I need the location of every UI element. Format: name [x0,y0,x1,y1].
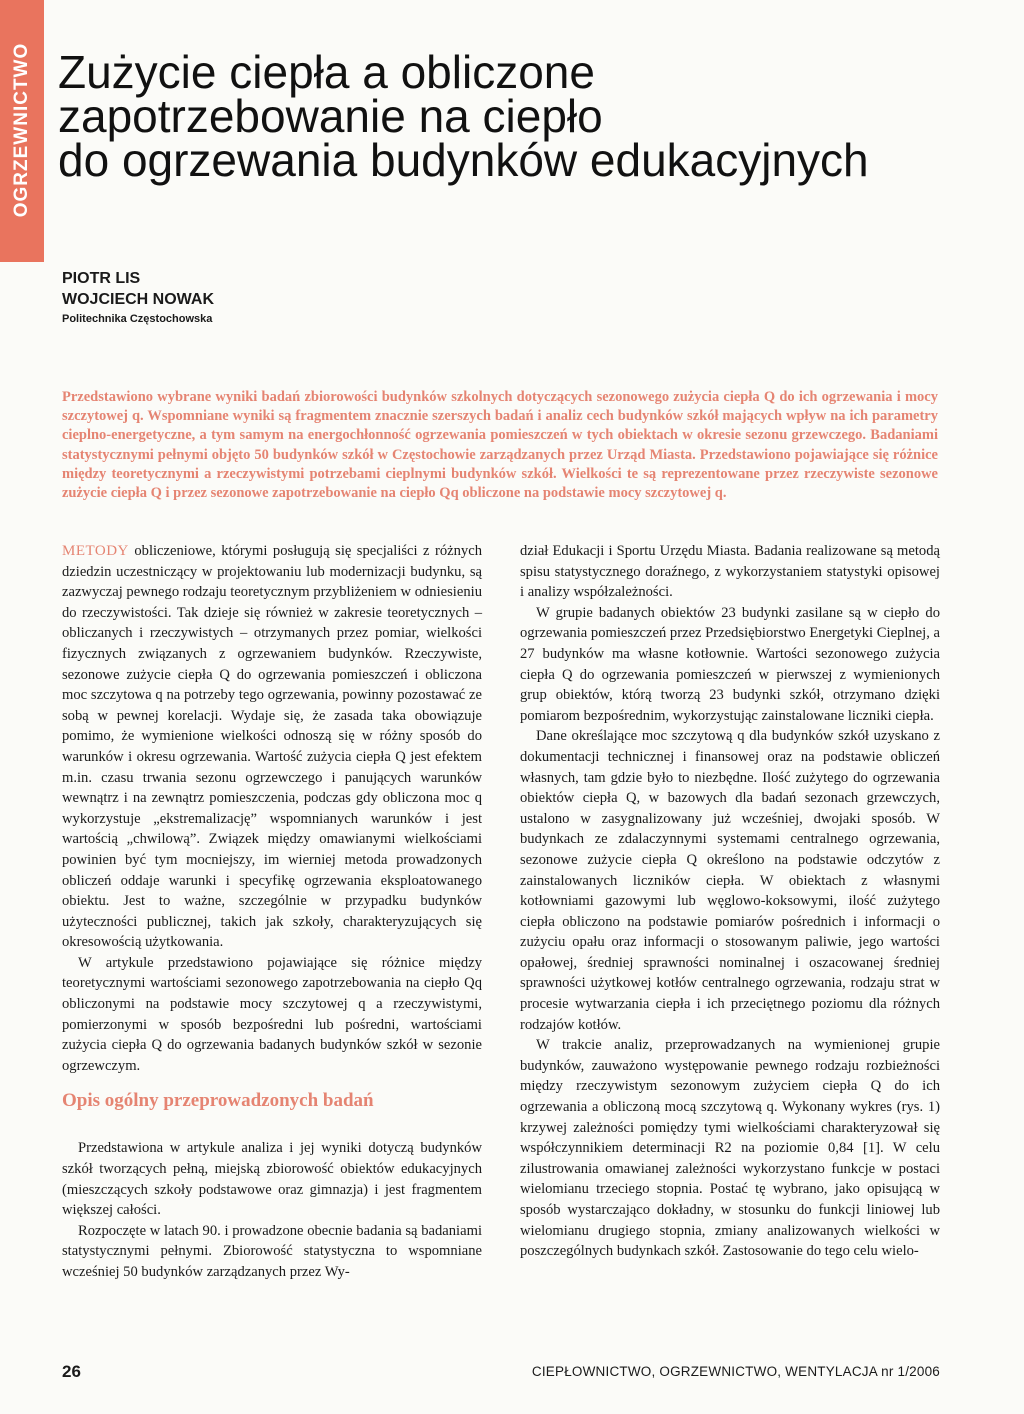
paragraph: W grupie badanych obiektów 23 budynki zasilane są w ciepło do ogrzewania pomieszczeń przez Przedsiębiorstwo Energetyki Cieplnej, a 27 budynków ma własne kotłownie. Wartości sezonowego zużycia ciepła Q do ogrzewania pomieszczeń w pierwszej z wymienionych grup obiektów, którą tworzą 23 budynki szkół, otrzymano dzięki pomiarom bezpośrednim, wykorzystując zainstalowane liczniki ciepła. [520,604,940,724]
paragraph-text: obliczeniowe, którymi posługują się specjaliści z różnych dziedzin uczestniczący w projektowaniu lub modernizacji budynku, są zazwyczaj pewnego rodzaju teoretycznym przybliżeniem w odniesieniu do rzeczywistości. Tak dzieje się również w zakresie teoretycznych – obliczanych i rzeczywistych – otrzymanych przez pomiar, wielkości fizycznych związanych z ogrzewaniem budynków. Rzeczywiste, sezonowe zużycie ciepła Q do ogrzewania pomieszczeń i obliczona moc szczytowa q na potrzeby tego ogrzewania, powinny pozostawać ze sobą w pewnej korelacji. Wydaje się, że zasada taka obowiązuje pomimo, że wymienione wielkości odnoszą się w różny sposób do warunków i okresu ogrzewania. Wartość zużycia ciepła Q jest efektem m.in. czasu trwania sezonu ogrzewczego i panujących warunków wewnątrz i na zewnątrz pomieszczenia, podczas gdy obliczona moc q wykorzystuje „ekstremalizację” wspomnianych warunków i jest wartością „chwilową”. Związek między omawianymi wielkościami powinien być tym mocniejszy, im wierniej metoda prowadzonych obliczeń oddaje warunki i specyfikę ogrzewania eksploatowanego obiektu. Jest to ważne, szczególnie w przypadku budynków użyteczności publicznej, takich jak szkoły, charakteryzujących się okresowością użytkowania. [62,543,482,951]
paragraph: Przedstawiona w artykule analiza i jej wyniki dotyczą budynków szkół tworzących pełną, miejską zbiorowość obiektów edukacyjnych (mieszczących szkoły podstawowe oraz gimnazja) i jest fragmentem większej całości. [62,1140,482,1219]
title-line: do ogrzewania budynków edukacyjnych [58,134,869,186]
paragraph [62,541,482,953]
lead-word: METODY [62,543,129,559]
section-band [0,0,44,262]
title-line: zapotrzebowanie na ciepło [58,90,603,142]
title-line: Zużycie ciepła a obliczone [58,46,595,98]
article-title [58,46,958,186]
right-column [520,541,940,1262]
paragraph: W artykule przedstawiono pojawiające się różnice między teoretycznymi wartościami sezonowego zapotrzebowania na ciepło Qq obliczonymi na podstawie mocy szczytowej q a rzeczywistymi, pomierzonymi w sposób bezpośredni lub pośredni, wartościami zużycia ciepła Q do ogrzewania badanych budynków szkół w sezonie ogrzewczym. [62,954,482,1074]
paragraph: W trakcie analiz, przeprowadzanych na wymienionej grupie budynków, zauważono występowanie pewnego rodzaju rozbieżności między rzeczywistym sezonowym zużyciem ciepła Q do ich ogrzewania a obliczoną mocą szczytową q. Wykonany wykres (rys. 1) krzywej zależności pomiędzy tymi wielkościami charakteryzował się współczynnikiem determinacji R2 na poziomie 0,84 [1]. W celu zilustrowania omawianej zależności wykorzystano funkcje w postaci wielomianu trzeciego stopnia. Postać tę wybrano, jako opisującą w sposób wystarczająco dokładny, w stosunku do funkcji liniowej lub wielomianu drugiego stopnia, zmiany analizowanych wielkości w poszczególnych budynkach szkół. Zastosowanie do tego celu wielo- [520,1037,940,1260]
abstract: Przedstawiono wybrane wyniki badań zbiorowości budynków szkolnych dotyczących sezonowego zużycia ciepła Q do ich ogrzewania i mocy szczytowej q. Wspomniane wyniki są fragmentem znacznie szerszych badań i analiz cech budynków szkół mających wpływ na ich parametry cieplno-energetyczne, a tym samym na energochłonność ogrzewania pomieszczeń w tych obiektach w okresie sezonu grzewczego. Badaniami statystycznymi pełnymi objęto 50 budynków szkół w Częstochowie zarządzanych przez Urząd Miasta. Przedstawiono pojawiające się różnice między teoretycznymi a rzeczywistymi potrzebami cieplnymi budynków szkół. Wielkości te są reprezentowane przez rzeczywiste sezonowe zużycie ciepła Q i przez sezonowe zapotrzebowanie na ciepło Qq obliczone na podstawie mocy szczytowej q. [62,389,938,502]
journal-footer: CIEPŁOWNICTWO, OGRZEWNICTWO, WENTYLACJA nr 1/2006 [531,1364,940,1379]
paragraph: dział Edukacji i Sportu Urzędu Miasta. Badania realizowane są metodą spisu statystycznego doraźnego, z wykorzystaniem statystyki opisowej i analizy współzależności. [520,543,940,601]
section-label: OGRZEWNICTWO [11,42,32,218]
section-heading: Opis ogólny przeprowadzonych badań [62,1090,374,1112]
affiliation: Politechnika Częstochowska [62,313,213,325]
author-block [62,268,214,325]
author-name: PIOTR LIS [62,270,141,287]
left-column [62,541,482,1283]
page-number: 26 [62,1362,81,1381]
paragraph: Dane określające moc szczytową q dla budynków szkół uzyskano z dokumentacji technicznej i finansowej oraz na podstawie obliczeń własnych, tam gdzie było to niezbędne. Ilość zużytego do ogrzewania obiektów ciepła Q, w bazowych dla badań sezonach grzewczych, ustalono w zasygnalizowany już wcześniej, dwojaki sposób. W budynkach ze zdalaczynnymi systemami centralnego ogrzewania, sezonowe zużycie ciepła Q określono na podstawie odczytów z zainstalowanych liczników ciepła. W obiektach z własnymi kotłowniami gazowymi lub węglowo-koksowymi, ilość zużytego ciepła obliczono na podstawie pomiarów pośrednich i informacji o zużyciu opału oraz informacji o stosowanym paliwie, jego wartości opałowej, średniej sprawności nominalnej i oszacowanej średniej sprawności użytkowej kotłów centralnego ogrzewania, rodzaju strat w procesie wytwarzania ciepła i ich przeciętnego poziomu dla różnych rodzajów kotłów. [520,728,940,1033]
author-name: WOJCIECH NOWAK [62,291,214,308]
paragraph: Rozpoczęte w latach 90. i prowadzone obecnie badania są badaniami statystycznymi pełnymi. Zbiorowość statystyczna to wspomniane wcześniej 50 budynków zarządzanych przez Wy- [62,1222,482,1280]
